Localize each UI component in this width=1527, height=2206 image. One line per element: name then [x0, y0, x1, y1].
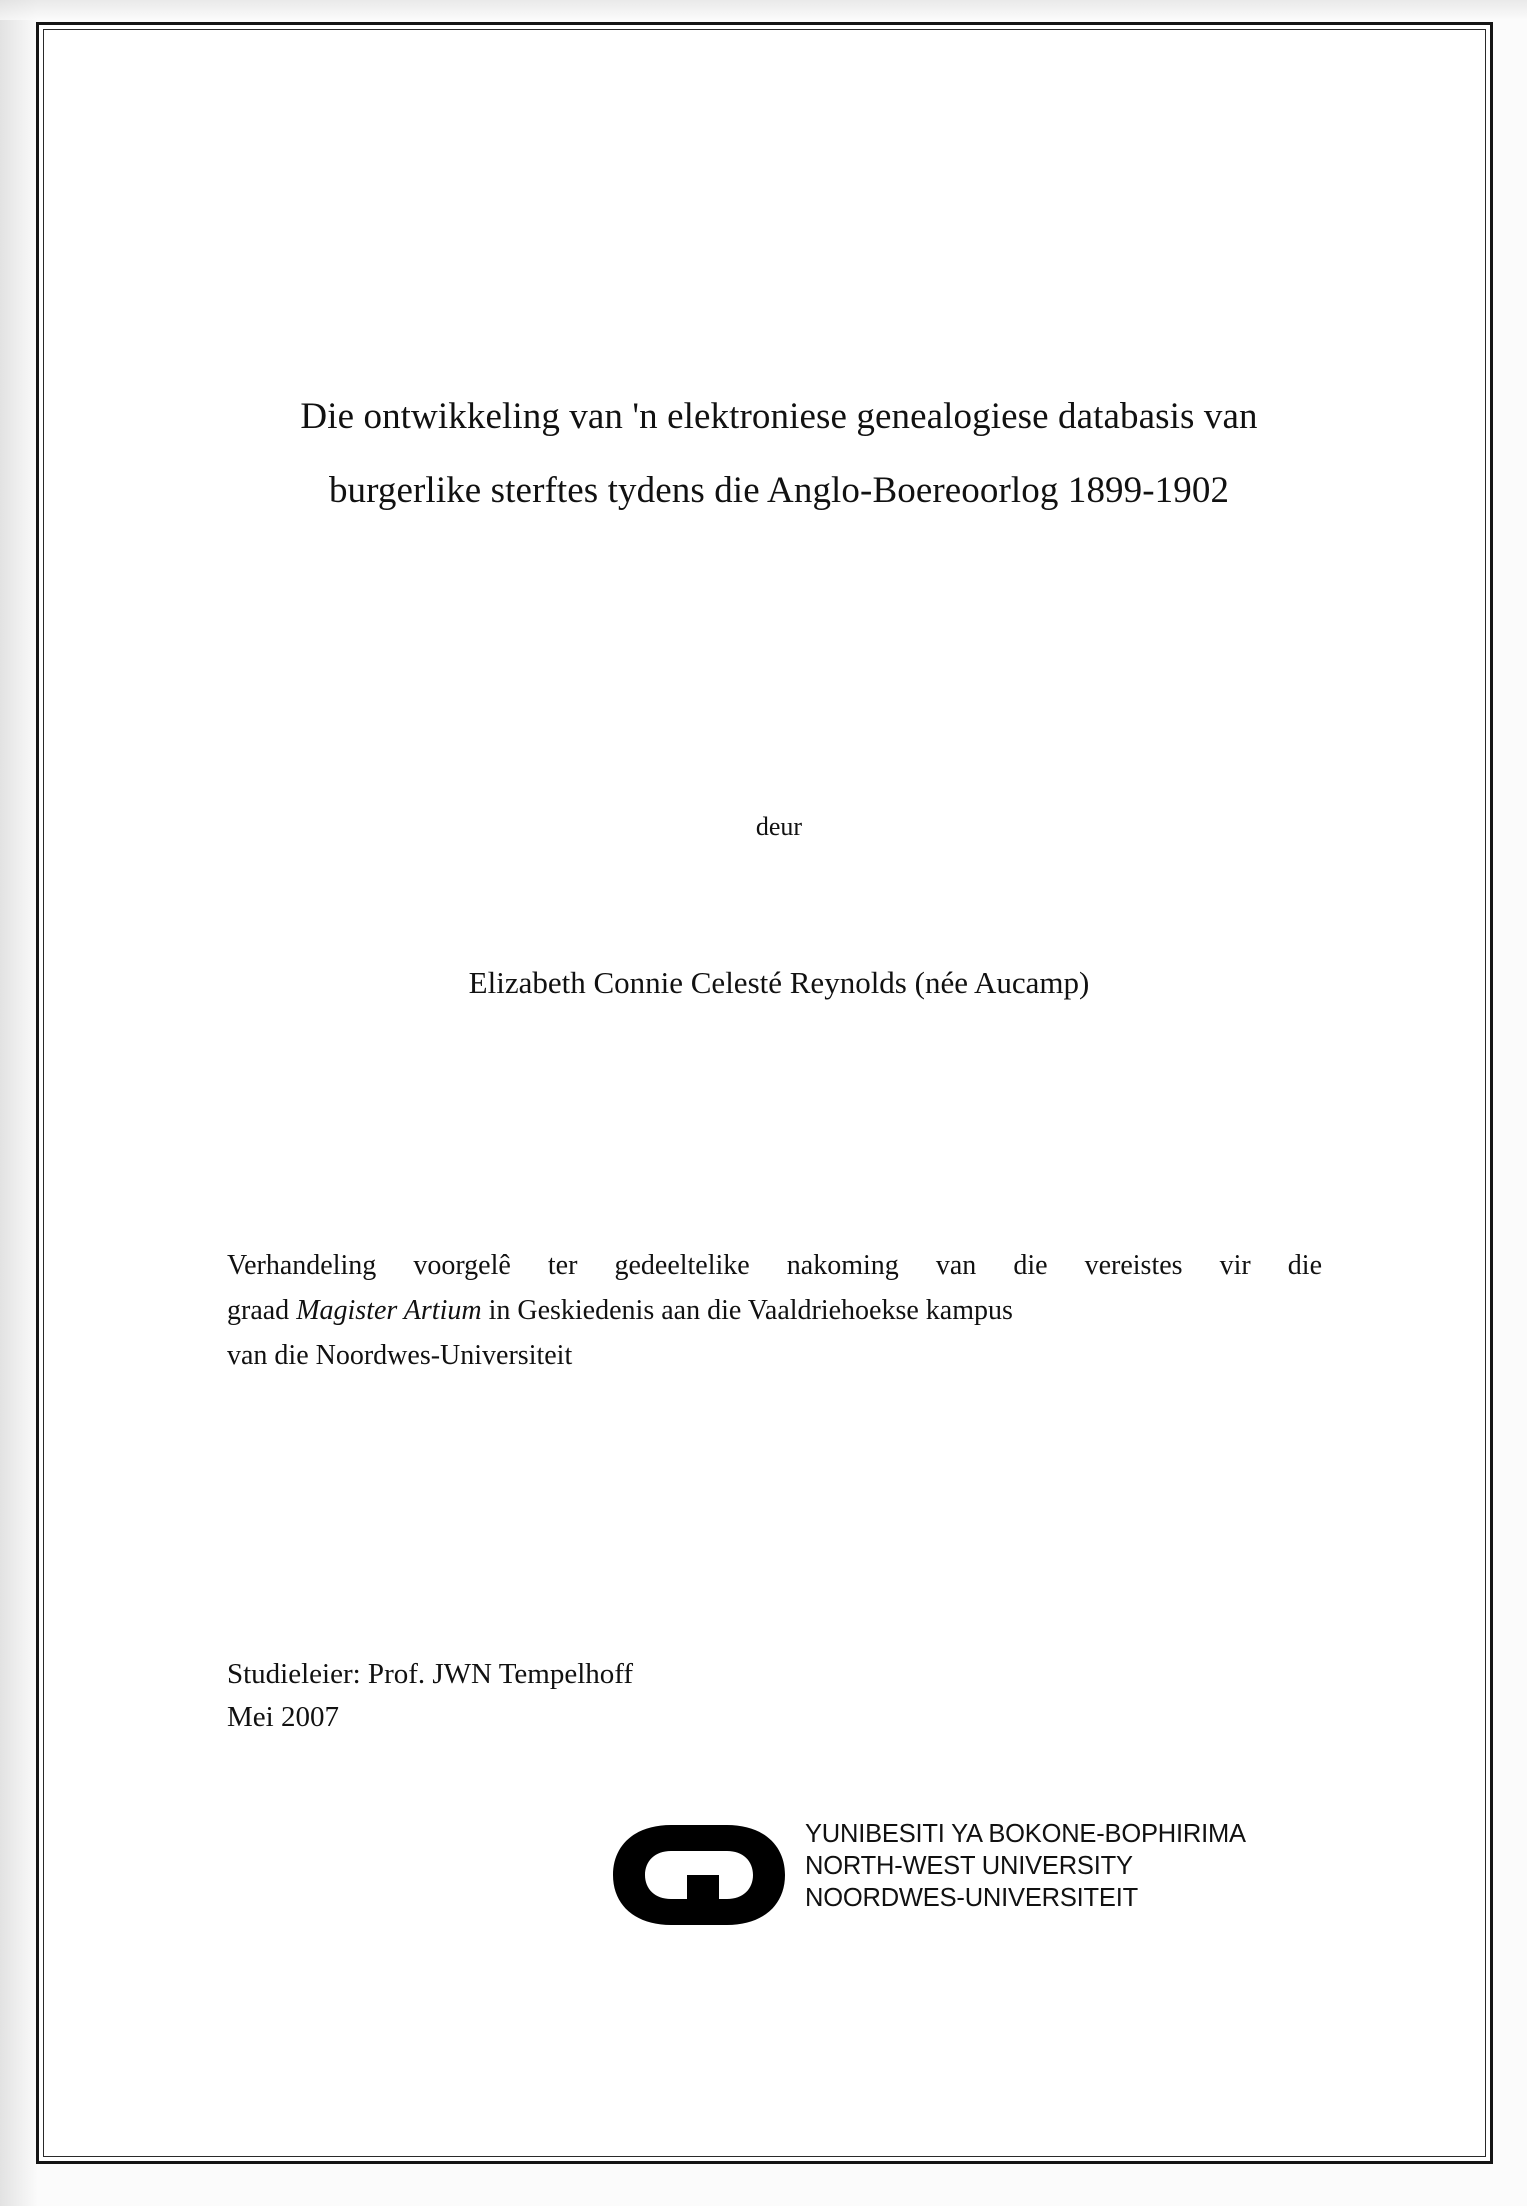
page-border-frame	[36, 22, 1493, 2164]
university-logo-text	[805, 1818, 1246, 1914]
title-line-1: Die ontwikkeling van 'n elektroniese genealogiese databasis van	[300, 396, 1258, 437]
north-west-university-logo-icon	[609, 1819, 799, 1931]
logo-text-line-3: NOORDWES-UNIVERSITEIT	[805, 1884, 1138, 1912]
degree-statement-line-3: van die Noordwes-Universiteit	[227, 1340, 573, 1371]
degree-statement-line-2-post: in Geskiedenis aan die Vaaldriehoekse kampus	[481, 1295, 1013, 1326]
title-line-2: burgerlike sterftes tydens die Anglo-Boereoorlog 1899-1902	[328, 470, 1230, 511]
university-logo	[609, 1815, 1309, 1945]
scan-edge-shading-left	[0, 0, 38, 2206]
logo-text-line-1: YUNIBESITI YA BOKONE-BOPHIRIMA	[805, 1820, 1246, 1848]
degree-statement-line-2	[227, 1288, 1322, 1333]
scan-edge-shading-top	[0, 0, 1527, 20]
degree-statement-line-2-pre: graad	[227, 1295, 297, 1326]
degree-statement	[227, 1243, 1322, 1378]
logo-text-line-2: NORTH-WEST UNIVERSITY	[805, 1852, 1133, 1880]
page-title	[219, 380, 1339, 528]
supervisor-and-date	[227, 1653, 1227, 1739]
author-name: Elizabeth Connie Celesté Reynolds (née Aucamp)	[468, 965, 1090, 1000]
supervisor-line: Studieleier: Prof. JWN Tempelhoff	[227, 1658, 634, 1690]
date-line: Mei 2007	[227, 1701, 339, 1733]
degree-name-italic: Magister Artium	[296, 1295, 482, 1326]
byline-label: deur	[755, 812, 803, 841]
degree-statement-line-1: Verhandeling voorgelê ter gedeeltelike nakoming van die vereistes vir die	[227, 1250, 1322, 1281]
title-page-content	[189, 25, 1359, 2161]
